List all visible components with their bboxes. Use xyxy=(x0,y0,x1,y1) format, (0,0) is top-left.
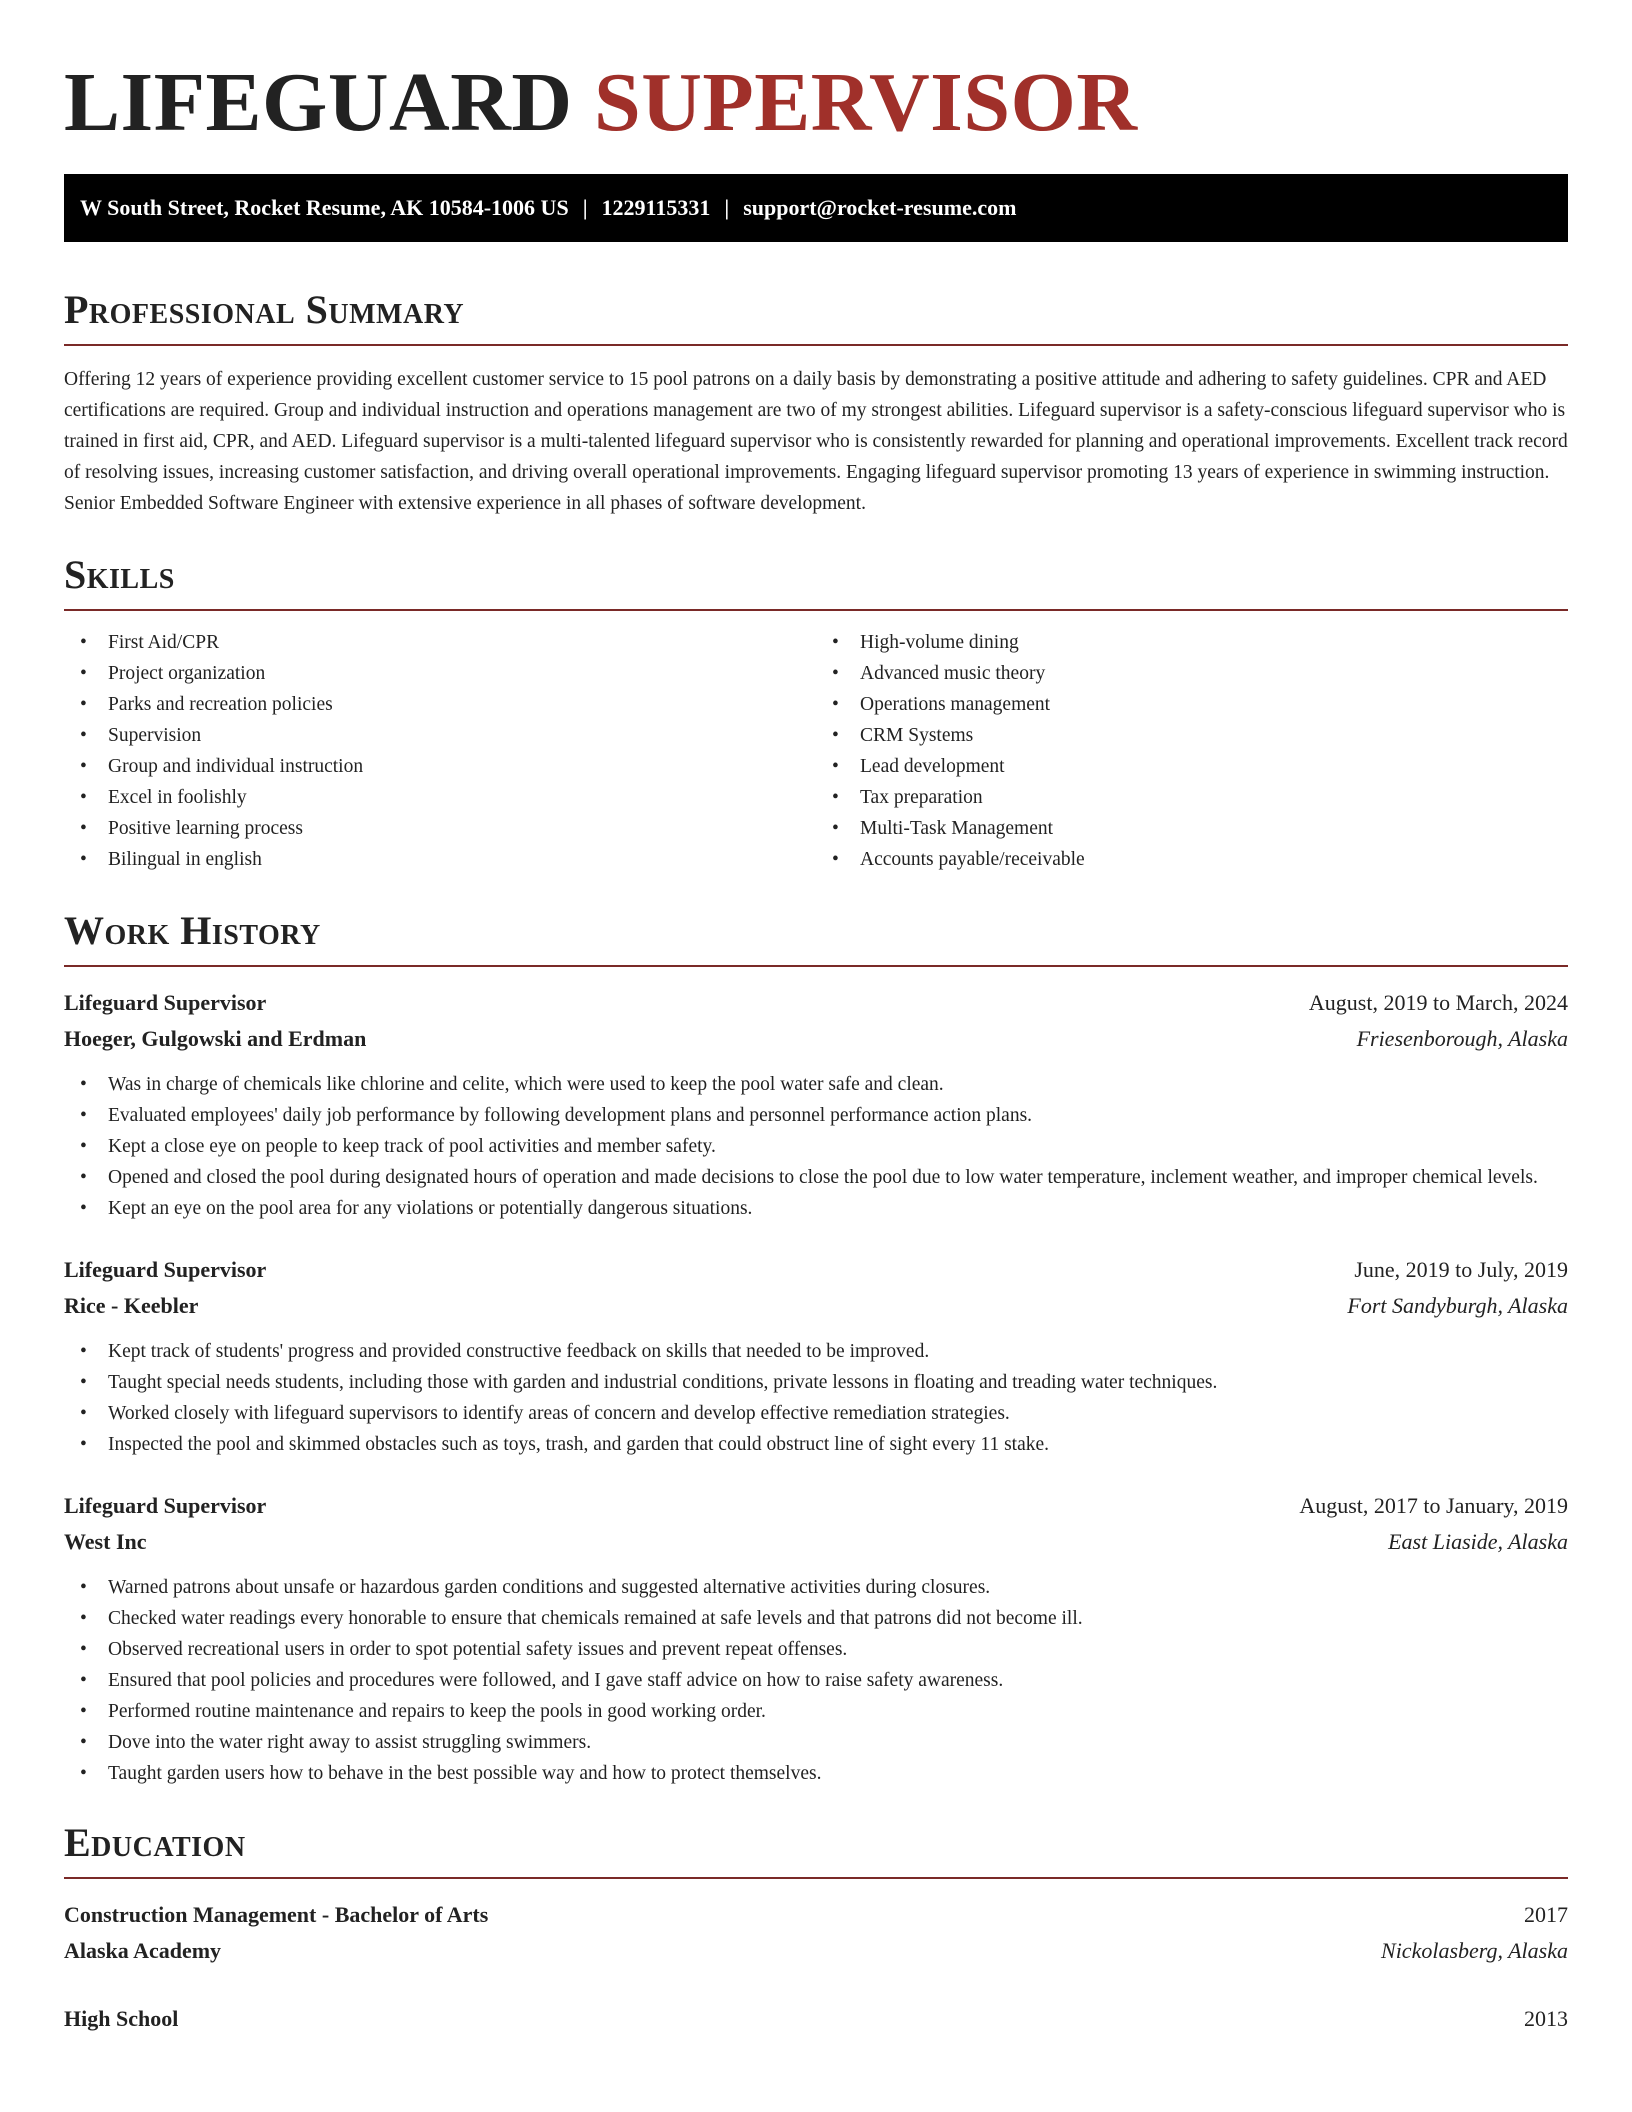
work-history-section xyxy=(64,905,1568,1789)
contact-phone[interactable]: 1229115331 xyxy=(601,195,711,220)
skill-item: • Project organization xyxy=(64,658,816,689)
skills-list-left xyxy=(64,627,816,875)
job-bullets xyxy=(64,1572,1568,1789)
summary-section xyxy=(64,284,1568,519)
education-header xyxy=(64,2001,1568,2037)
resume-name xyxy=(64,0,1568,154)
skill-item: • High-volume dining xyxy=(816,627,1568,658)
skill-item: • Tax preparation xyxy=(816,782,1568,813)
job-location: Friesenborough, Alaska xyxy=(1356,1026,1568,1051)
school-location: Nickolasberg, Alaska xyxy=(1381,1938,1568,1963)
job-header xyxy=(64,1488,1568,1524)
section-title: Professional Summary xyxy=(64,287,465,332)
job-entry xyxy=(64,1488,1568,1789)
job-bullet: • Evaluated employees' daily job performance by following development plans and personnel performance action plans. xyxy=(64,1100,1568,1131)
job-bullet: • Kept an eye on the pool area for any violations or potentially dangerous situations. xyxy=(64,1193,1568,1224)
skill-item: • Advanced music theory xyxy=(816,658,1568,689)
summary-text: Offering 12 years of experience providing excellent customer service to 15 pool patrons on a daily basis by demonstrating a positive attitude and adhering to safety guidelines. CPR and AED certifications are required. Group and individual instruction and operations management are two of my strongest abilities. Lifeguard supervisor is a safety-conscious lifeguard supervisor who is trained in first aid, CPR, and AED. Lifeguard supervisor is a multi-talented lifeguard supervisor who is consistently rewarded for planning and operational improvements. Excellent track record of resolving issues, increasing customer satisfaction, and driving overall operational improvements. Engaging lifeguard supervisor promoting 13 years of experience in swimming instruction. Senior Embedded Software Engineer with extensive experience in all phases of software development. xyxy=(64,369,1568,514)
contact-separator: | xyxy=(724,195,730,220)
skill-item: • Group and individual instruction xyxy=(64,751,816,782)
job-bullet: • Performed routine maintenance and repairs to keep the pools in good working order. xyxy=(64,1696,1568,1727)
job-bullet: • Ensured that pool policies and procedures were followed, and I gave staff advice on how to raise safety awareness. xyxy=(64,1665,1568,1696)
contact-bar xyxy=(64,174,1568,242)
job-subheader xyxy=(64,1288,1568,1324)
section-title: Education xyxy=(64,1820,246,1865)
contact-address: W South Street, Rocket Resume, AK 10584-1006 US xyxy=(80,195,569,220)
job-bullet: • Dove into the water right away to assist struggling swimmers. xyxy=(64,1727,1568,1758)
skills-columns xyxy=(64,627,1568,875)
skill-item: • Multi-Task Management xyxy=(816,813,1568,844)
skill-item: • First Aid/CPR xyxy=(64,627,816,658)
skill-item: • Positive learning process xyxy=(64,813,816,844)
name-first: LIFEGUARD xyxy=(64,56,573,149)
skills-section xyxy=(64,549,1568,875)
skill-item: • Operations management xyxy=(816,689,1568,720)
job-bullet: • Warned patrons about unsafe or hazardous garden conditions and suggested alternative activities during closures. xyxy=(64,1572,1568,1603)
job-bullet: • Observed recreational users in order to spot potential safety issues and prevent repeat offenses. xyxy=(64,1634,1568,1665)
job-title: Lifeguard Supervisor xyxy=(64,1493,267,1518)
section-title: Work History xyxy=(64,908,321,953)
skills-list-right xyxy=(816,627,1568,875)
job-bullets xyxy=(64,1336,1568,1460)
company-name: Hoeger, Gulgowski and Erdman xyxy=(64,1026,367,1051)
section-divider xyxy=(64,609,1568,611)
job-entry xyxy=(64,1252,1568,1460)
skill-item: • Bilingual in english xyxy=(64,844,816,875)
job-entry xyxy=(64,985,1568,1224)
section-title: Skills xyxy=(64,552,175,597)
job-bullet: • Worked closely with lifeguard supervisors to identify areas of concern and develop effective remediation strategies. xyxy=(64,1398,1568,1429)
job-bullet: • Checked water readings every honorable to ensure that chemicals remained at safe levels and that patrons did not become ill. xyxy=(64,1603,1568,1634)
job-title: Lifeguard Supervisor xyxy=(64,990,267,1015)
skill-item: • Supervision xyxy=(64,720,816,751)
job-location: Fort Sandyburgh, Alaska xyxy=(1347,1293,1568,1318)
education-year: 2017 xyxy=(1524,1902,1568,1927)
education-entry xyxy=(64,2001,1568,2037)
job-bullet: • Kept track of students' progress and provided constructive feedback on skills that needed to be improved. xyxy=(64,1336,1568,1367)
job-title: Lifeguard Supervisor xyxy=(64,1257,267,1282)
job-header xyxy=(64,985,1568,1021)
school-name: Alaska Academy xyxy=(64,1938,222,1963)
job-bullets xyxy=(64,1069,1568,1224)
job-subheader xyxy=(64,1524,1568,1560)
job-bullet: • Kept a close eye on people to keep track of pool activities and member safety. xyxy=(64,1131,1568,1162)
education-year: 2013 xyxy=(1524,2006,1568,2031)
education-subheader xyxy=(64,1933,1568,1969)
job-bullet: • Inspected the pool and skimmed obstacles such as toys, trash, and garden that could obstruct line of sight every 11 stake. xyxy=(64,1429,1568,1460)
job-dates: June, 2019 to July, 2019 xyxy=(1354,1257,1568,1282)
skill-item: • Parks and recreation policies xyxy=(64,689,816,720)
job-dates: August, 2019 to March, 2024 xyxy=(1308,990,1568,1015)
skill-item: • Excel in foolishly xyxy=(64,782,816,813)
education-section xyxy=(64,1817,1568,2037)
skill-item: • Lead development xyxy=(816,751,1568,782)
job-bullet: • Taught special needs students, including those with garden and industrial conditions, private lessons in floating and treading water techniques. xyxy=(64,1367,1568,1398)
job-bullet: • Taught garden users how to behave in the best possible way and how to protect themselves. xyxy=(64,1758,1568,1789)
job-location: East Liaside, Alaska xyxy=(1388,1529,1568,1554)
job-subheader xyxy=(64,1021,1568,1057)
education-header xyxy=(64,1897,1568,1933)
section-divider xyxy=(64,344,1568,346)
education-entry xyxy=(64,1897,1568,1969)
degree-name: High School xyxy=(64,2006,179,2031)
job-header xyxy=(64,1252,1568,1288)
resume-content xyxy=(64,0,1568,2037)
degree-name: Construction Management - Bachelor of Arts xyxy=(64,1902,489,1927)
job-bullet: • Opened and closed the pool during designated hours of operation and made decisions to close the pool due to low water temperature, inclement weather, and improper chemical levels. xyxy=(64,1162,1568,1193)
skill-item: • CRM Systems xyxy=(816,720,1568,751)
job-dates: August, 2017 to January, 2019 xyxy=(1299,1493,1568,1518)
company-name: West Inc xyxy=(64,1529,147,1554)
section-divider xyxy=(64,965,1568,967)
job-bullet: • Was in charge of chemicals like chlorine and celite, which were used to keep the pool water safe and clean. xyxy=(64,1069,1568,1100)
contact-email[interactable]: support@rocket-resume.com xyxy=(743,195,1017,220)
contact-separator: | xyxy=(582,195,588,220)
company-name: Rice - Keebler xyxy=(64,1293,199,1318)
section-divider xyxy=(64,1877,1568,1879)
skill-item: • Accounts payable/receivable xyxy=(816,844,1568,875)
name-last: SUPERVISOR xyxy=(594,56,1138,149)
